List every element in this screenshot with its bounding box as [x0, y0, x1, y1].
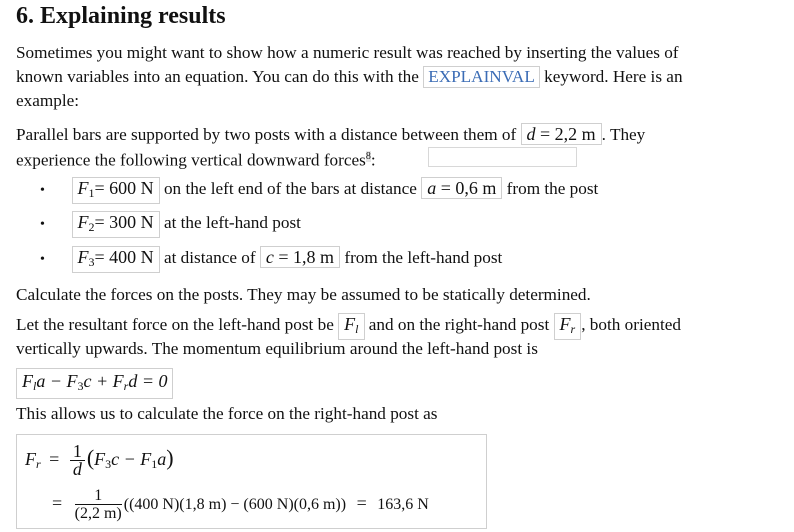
intro-line-3: example:	[16, 91, 79, 110]
intro-line-2-pre: known variables into an equation. You can do this with the	[16, 67, 419, 86]
problem-line-1-pre: Parallel bars are supported by two posts with a distance between them of	[16, 125, 517, 144]
var-a: a	[427, 178, 437, 198]
open-paren: (	[86, 445, 95, 470]
fraction-1-over-d	[70, 443, 85, 478]
eq-term: d = 0	[128, 371, 168, 391]
expr-sub: 3	[105, 457, 112, 471]
problem-line-2-post: :	[370, 150, 376, 170]
f2-value: = 300 N	[94, 212, 154, 232]
resultant-line-1-pre: Let the resultant force on the left-hand post be	[16, 315, 334, 334]
bullet-symbol: •	[40, 183, 45, 198]
a-value: = 0,6 m	[440, 178, 497, 198]
expr-numeric: ((400 N)(1,8 m) − (600 N)(0,6 m))	[123, 496, 347, 513]
lhs-var: F	[25, 449, 36, 469]
result-value: 163,6 N	[377, 496, 429, 513]
distance-d-value: = 2,2 m	[540, 124, 596, 144]
resultant-line-2: vertically upwards. The momentum equilibrium around the left-hand post is	[16, 339, 538, 358]
eq-term: F	[22, 371, 33, 391]
distance-c-field[interactable]	[260, 246, 340, 268]
problem-line-2-text: experience the following vertical downward forces	[16, 150, 366, 170]
bullet-1-text: on the left end of the bars at distance	[163, 179, 417, 198]
result-row-2	[52, 483, 429, 525]
distance-d-field[interactable]	[521, 123, 602, 145]
resultant-line-1-post: , both oriented	[581, 315, 681, 334]
bullet-3-text: at distance of	[163, 248, 256, 267]
bullet-3-text-2: from the left-hand post	[344, 248, 503, 267]
equals-sign: =	[49, 449, 60, 469]
frac-den: (2,2 m)	[74, 505, 122, 523]
sub-2: 2	[88, 220, 95, 234]
eq-sub: l	[33, 379, 37, 393]
force-fl-field[interactable]	[338, 313, 364, 340]
equilibrium-equation[interactable]	[16, 368, 173, 399]
equals-sign: =	[52, 493, 63, 513]
sub-r: r	[570, 322, 576, 336]
f1-value: = 600 N	[94, 178, 154, 198]
explainval-keyword[interactable]: EXPLAINVAL	[423, 66, 540, 88]
sub-1: 1	[88, 186, 95, 200]
result-row-1	[25, 439, 174, 483]
bullet-2-text: at the left-hand post	[163, 213, 301, 232]
force-fr-field[interactable]	[554, 313, 582, 340]
resultant-line-1	[16, 313, 681, 340]
var-f: F	[77, 212, 89, 232]
eq-term: a − F	[36, 371, 78, 391]
intro-line-2-post: keyword. Here is an	[544, 67, 683, 86]
resultant-mid: and on the right-hand post	[368, 315, 550, 334]
distance-a-field[interactable]	[421, 177, 502, 199]
fraction-1-over-distance	[75, 487, 122, 522]
force-f2-field[interactable]	[72, 211, 160, 238]
problem-line-1-post: . They	[601, 125, 646, 144]
equals-sign: =	[356, 493, 367, 513]
frac-num: 1	[75, 487, 122, 505]
sub-l: l	[355, 322, 359, 336]
bullet-1-text-2: from the post	[506, 179, 599, 198]
var-d: d	[526, 124, 536, 144]
force-f3-field[interactable]	[72, 246, 160, 273]
var-c: c	[265, 247, 274, 267]
empty-input-field[interactable]	[428, 147, 577, 167]
problem-line-2	[16, 145, 376, 173]
eq-sub: 3	[77, 379, 84, 393]
intro-line-1: Sometimes you might want to show how a numeric result was reached by inserting the values of	[16, 43, 679, 62]
var-f: F	[77, 178, 89, 198]
eq-sub: r	[123, 379, 129, 393]
result-calculation-box[interactable]	[16, 434, 487, 529]
frac-den: d	[72, 459, 82, 480]
expr-var: F	[94, 449, 106, 469]
var-f: F	[77, 247, 89, 267]
frac-num: 1	[70, 443, 85, 461]
bullet-item-2	[40, 211, 301, 238]
bullet-item-3	[40, 246, 502, 273]
expr-term: c − F	[111, 449, 152, 469]
allows-line: This allows us to calculate the force on the right-hand post as	[16, 404, 438, 423]
section-heading: 6. Explaining results	[16, 3, 226, 29]
c-value: = 1,8 m	[278, 247, 335, 267]
intro-line-2	[16, 65, 683, 89]
expr-sub: 1	[151, 457, 158, 471]
bullet-symbol: •	[40, 252, 45, 267]
problem-line-1	[16, 123, 645, 147]
bullet-symbol: •	[40, 217, 45, 232]
footnote-marker[interactable]: 8	[365, 151, 371, 162]
sub-3: 3	[88, 255, 95, 269]
var-f: F	[559, 314, 571, 334]
var-f: F	[344, 314, 356, 334]
eq-term: c + F	[83, 371, 124, 391]
close-paren: )	[166, 445, 174, 470]
bullet-item-1	[40, 177, 598, 204]
calculate-line: Calculate the forces on the posts. They may be assumed to be statically determined.	[16, 285, 591, 304]
lhs-sub: r	[36, 457, 41, 471]
expr-term: a	[157, 449, 167, 469]
force-f1-field[interactable]	[72, 177, 160, 204]
f3-value: = 400 N	[94, 247, 154, 267]
